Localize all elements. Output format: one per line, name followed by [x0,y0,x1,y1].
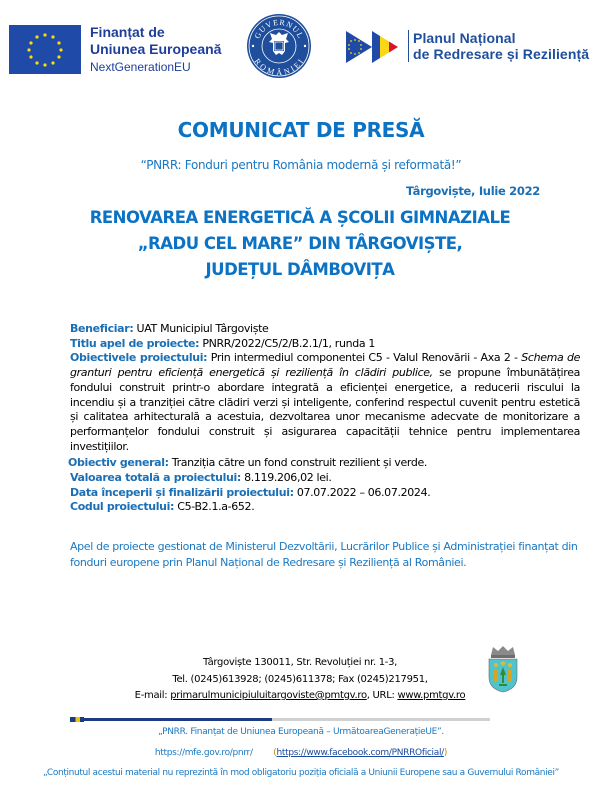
detail-label: Obiectivele proiectului: [70,351,208,365]
email-link[interactable]: primarulmunicipiuluitargoviste@pmtgv.ro [170,690,367,701]
url-label: , URL: [366,690,398,701]
detail-value: C5-B2.1.a-652. [174,500,255,514]
contact-phones: Tel. (0245)613928; (0245)611378; Fax (0245)217951, [172,673,428,685]
email-label: E-mail: [134,690,171,701]
detail-data [70,486,580,501]
detail-cod [70,500,580,515]
detail-value: Tranziția către un fond construit rezilient și verde. [168,456,428,470]
detail-label: Data începerii și finalizării proiectului: [70,485,294,499]
project-title [80,205,520,283]
targoviste-coat-of-arms-icon [485,645,521,693]
detail-value-italic: Schema de granturi pentru eficiență energetică și reziliență în clădiri publice, [70,351,580,380]
detail-obiective [70,351,580,454]
detail-label: Valoarea totală a proiectului: [70,471,241,485]
contact-block [130,655,470,705]
paren-open: ( [273,748,277,758]
press-release-heading: COMUNICAT DE PRESĂ [177,118,425,142]
project-details [70,322,580,515]
eu-logo-line1: Finanțat de [90,24,165,40]
detail-valoare-totala [70,471,580,486]
detail-value: 8.119.206,02 lei. [240,471,332,485]
paren-close: ) [443,748,448,758]
project-title-line: JUDEȚUL DÂMBOVIȚA [205,260,395,279]
contact-email-url [130,688,470,705]
seal-top-text: GUVERNUL [252,17,306,41]
pnrr-flags-icon [346,31,404,63]
project-title-line: „RADU CEL MARE” DIN TÂRGOVIȘTE, [137,234,463,253]
detail-label: Titlu apel de proiecte: [70,336,200,350]
facebook-link[interactable]: https://www.facebook.com/PNRROficial/ [276,748,444,758]
detail-value: Prin intermediul componentei C5 - Valul Renovării - Axa 2 - [207,351,522,365]
footer-disclaimer: „Conținutul acestui material nu reprezintă în mod obligatoriu poziția oficială a Uniunii Europene sau a Guvernului României” [43,768,559,778]
funding-note: Apel de proiecte gestionat de Ministerul Dezvoltării, Lucrărilor Publice și Administrației finanțat din fonduri europene prin Planul Național de Redresare și Reziliență al României. [70,540,578,569]
detail-beneficiar [70,322,580,337]
website-link[interactable]: www.pmtgv.ro [397,690,466,701]
project-title-line: RENOVAREA ENERGETICĂ A ȘCOLII GIMNAZIALE [89,208,511,227]
eu-logo-line3: NextGenerationEU [90,60,191,74]
footer-funding-line: „PNRR. Finanțat de Uniunea Europeană – UrmătoareaGenerațieUE”. [158,727,444,737]
government-seal-icon [246,13,312,79]
mfe-link[interactable]: https://mfe.gov.ro/pnrr/ [154,748,253,758]
eu-funding-logo-text [90,24,221,76]
detail-value: se propune îmbunătățirea fondului construit printr-o abordare integrată a eficienței energetice, a reducerii riscului la incendiu și a tranziției către clădiri verzi și inteligente, conferind respectul cuvenit pentru estetică și calitatea arhitecturală a acestuia, dezvoltarea unor mecanisme adecvate de monitorizare a performanțelor fondului construit și asigurarea capacității tehnice pentru implementarea investițiilor. [70,366,581,453]
eu-logo-line2: Uniunea Europeană [90,41,222,57]
detail-obiectiv-general [68,456,580,471]
footer-links [0,748,602,758]
seal-bottom-text: ROMÂNIEI [252,56,306,78]
pnrr-logo-line1: Planul Național [413,30,516,46]
footer-bar-dark-segment [70,718,272,721]
eu-flag-icon [9,25,81,74]
detail-label: Obiectiv general: [68,456,169,470]
detail-value: PNRR/2022/C5/2/B.2.1/1, runda 1 [199,336,376,350]
pnrr-logo-text [408,30,589,62]
footer-divider-bar [70,718,490,721]
place-date: Târgoviște, Iulie 2022 [405,184,540,198]
pnrr-logo-line2: de Redresare și Reziliență [413,46,590,62]
detail-label: Codul proiectului: [70,500,175,514]
detail-titlu-apel [70,337,580,352]
detail-label: Beneficiar: [70,322,134,335]
detail-value: UAT Municipiul Târgoviște [133,322,269,335]
contact-address: Târgoviște 130011, Str. Revoluției nr. 1-3, [202,657,398,668]
slogan: “PNRR: Fonduri pentru România modernă și reformată!” [140,158,462,172]
footer-arrow-icon [70,717,84,722]
detail-value: 07.07.2022 – 06.07.2024. [293,485,431,499]
